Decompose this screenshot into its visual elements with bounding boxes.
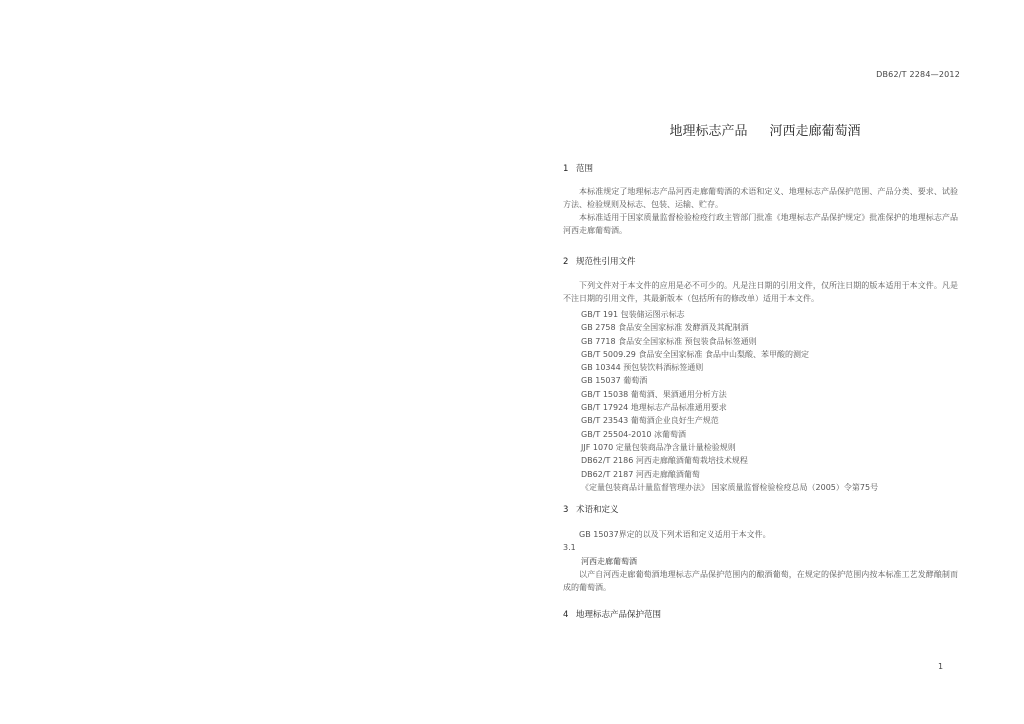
reference-item: GB 15037 葡萄酒 bbox=[581, 376, 648, 386]
reference-item: GB/T 23543 葡萄酒企业良好生产规范 bbox=[581, 416, 719, 426]
section-number: 3 bbox=[563, 505, 569, 515]
reference-item: GB/T 17924 地理标志产品标准通用要求 bbox=[581, 403, 727, 413]
terms-intro-paragraph: GB 15037界定的以及下列术语和定义适用于本文件。 bbox=[579, 530, 771, 539]
section-heading-scope bbox=[563, 162, 593, 174]
section-number: 1 bbox=[563, 164, 569, 174]
reference-item: GB 7718 食品安全国家标准 预包装食品标签通则 bbox=[581, 336, 757, 346]
references-intro-paragraph: 下列文件对于本文件的应用是必不可少的。凡是注日期的引用文件，仅所注日期的版本适用于本文件。凡是不注日期的引用文件，其最新版本（包括所有的修改单）适用于本文件。 bbox=[563, 281, 958, 303]
section-title: 规范性引用文件 bbox=[576, 257, 636, 267]
section-title: 地理标志产品保护范围 bbox=[576, 610, 662, 620]
section-heading-protection-scope bbox=[563, 608, 661, 620]
section-title: 范围 bbox=[576, 164, 594, 174]
scope-paragraph-2: 本标准适用于国家质量监督检验检疫行政主管部门批准《地理标志产品保护规定》批准保护的地理标志产品河西走廊葡萄酒。 bbox=[563, 213, 958, 235]
section-number: 4 bbox=[563, 610, 569, 620]
reference-item: JJF 1070 定量包装商品净含量计量检验规则 bbox=[581, 442, 736, 452]
standard-code: DB62/T 2284—2012 bbox=[876, 70, 960, 79]
section-number: 2 bbox=[563, 257, 569, 267]
reference-list bbox=[581, 308, 951, 494]
reference-item: DB62/T 2186 河西走廊酿酒葡萄栽培技术规程 bbox=[581, 456, 748, 466]
section-heading-normative-references bbox=[563, 255, 636, 267]
reference-item: GB/T 15038 葡萄酒、果酒通用分析方法 bbox=[581, 389, 727, 399]
term-name: 河西走廊葡萄酒 bbox=[581, 557, 637, 566]
reference-item: DB62/T 2187 河西走廊酿酒葡萄 bbox=[581, 469, 700, 479]
section-title: 术语和定义 bbox=[576, 505, 619, 515]
title-sub: 河西走廊葡萄酒 bbox=[769, 124, 861, 139]
reference-item: GB 10344 预包装饮料酒标签通则 bbox=[581, 363, 704, 373]
document-title bbox=[560, 120, 970, 139]
reference-item: GB/T 25504-2010 冰葡萄酒 bbox=[581, 429, 687, 439]
reference-item: GB/T 5009.29 食品安全国家标准 食品中山梨酸、苯甲酸的测定 bbox=[581, 349, 809, 359]
term-definition: 以产自河西走廊葡萄酒地理标志产品保护范围内的酿酒葡萄，在规定的保护范围内按本标准工艺发酵酿制而成的葡萄酒。 bbox=[563, 570, 958, 592]
title-main: 地理标志产品 bbox=[669, 124, 748, 139]
scope-paragraph-1: 本标准规定了地理标志产品河西走廊葡萄酒的术语和定义、地理标志产品保护范围、产品分类、要求、试验方法、检验规则及标志、包装、运输、贮存。 bbox=[563, 187, 958, 209]
section-heading-terms-definitions bbox=[563, 503, 619, 515]
term-number: 3.1 bbox=[563, 543, 576, 552]
reference-item: GB/T 191 包装储运图示标志 bbox=[581, 310, 685, 319]
page-number: 1 bbox=[938, 662, 944, 671]
reference-item: GB 2758 食品安全国家标准 发酵酒及其配制酒 bbox=[581, 323, 749, 333]
reference-item: 《定量包装商品计量监督管理办法》 国家质量监督检验检疫总局（2005）令第75号 bbox=[581, 482, 879, 492]
